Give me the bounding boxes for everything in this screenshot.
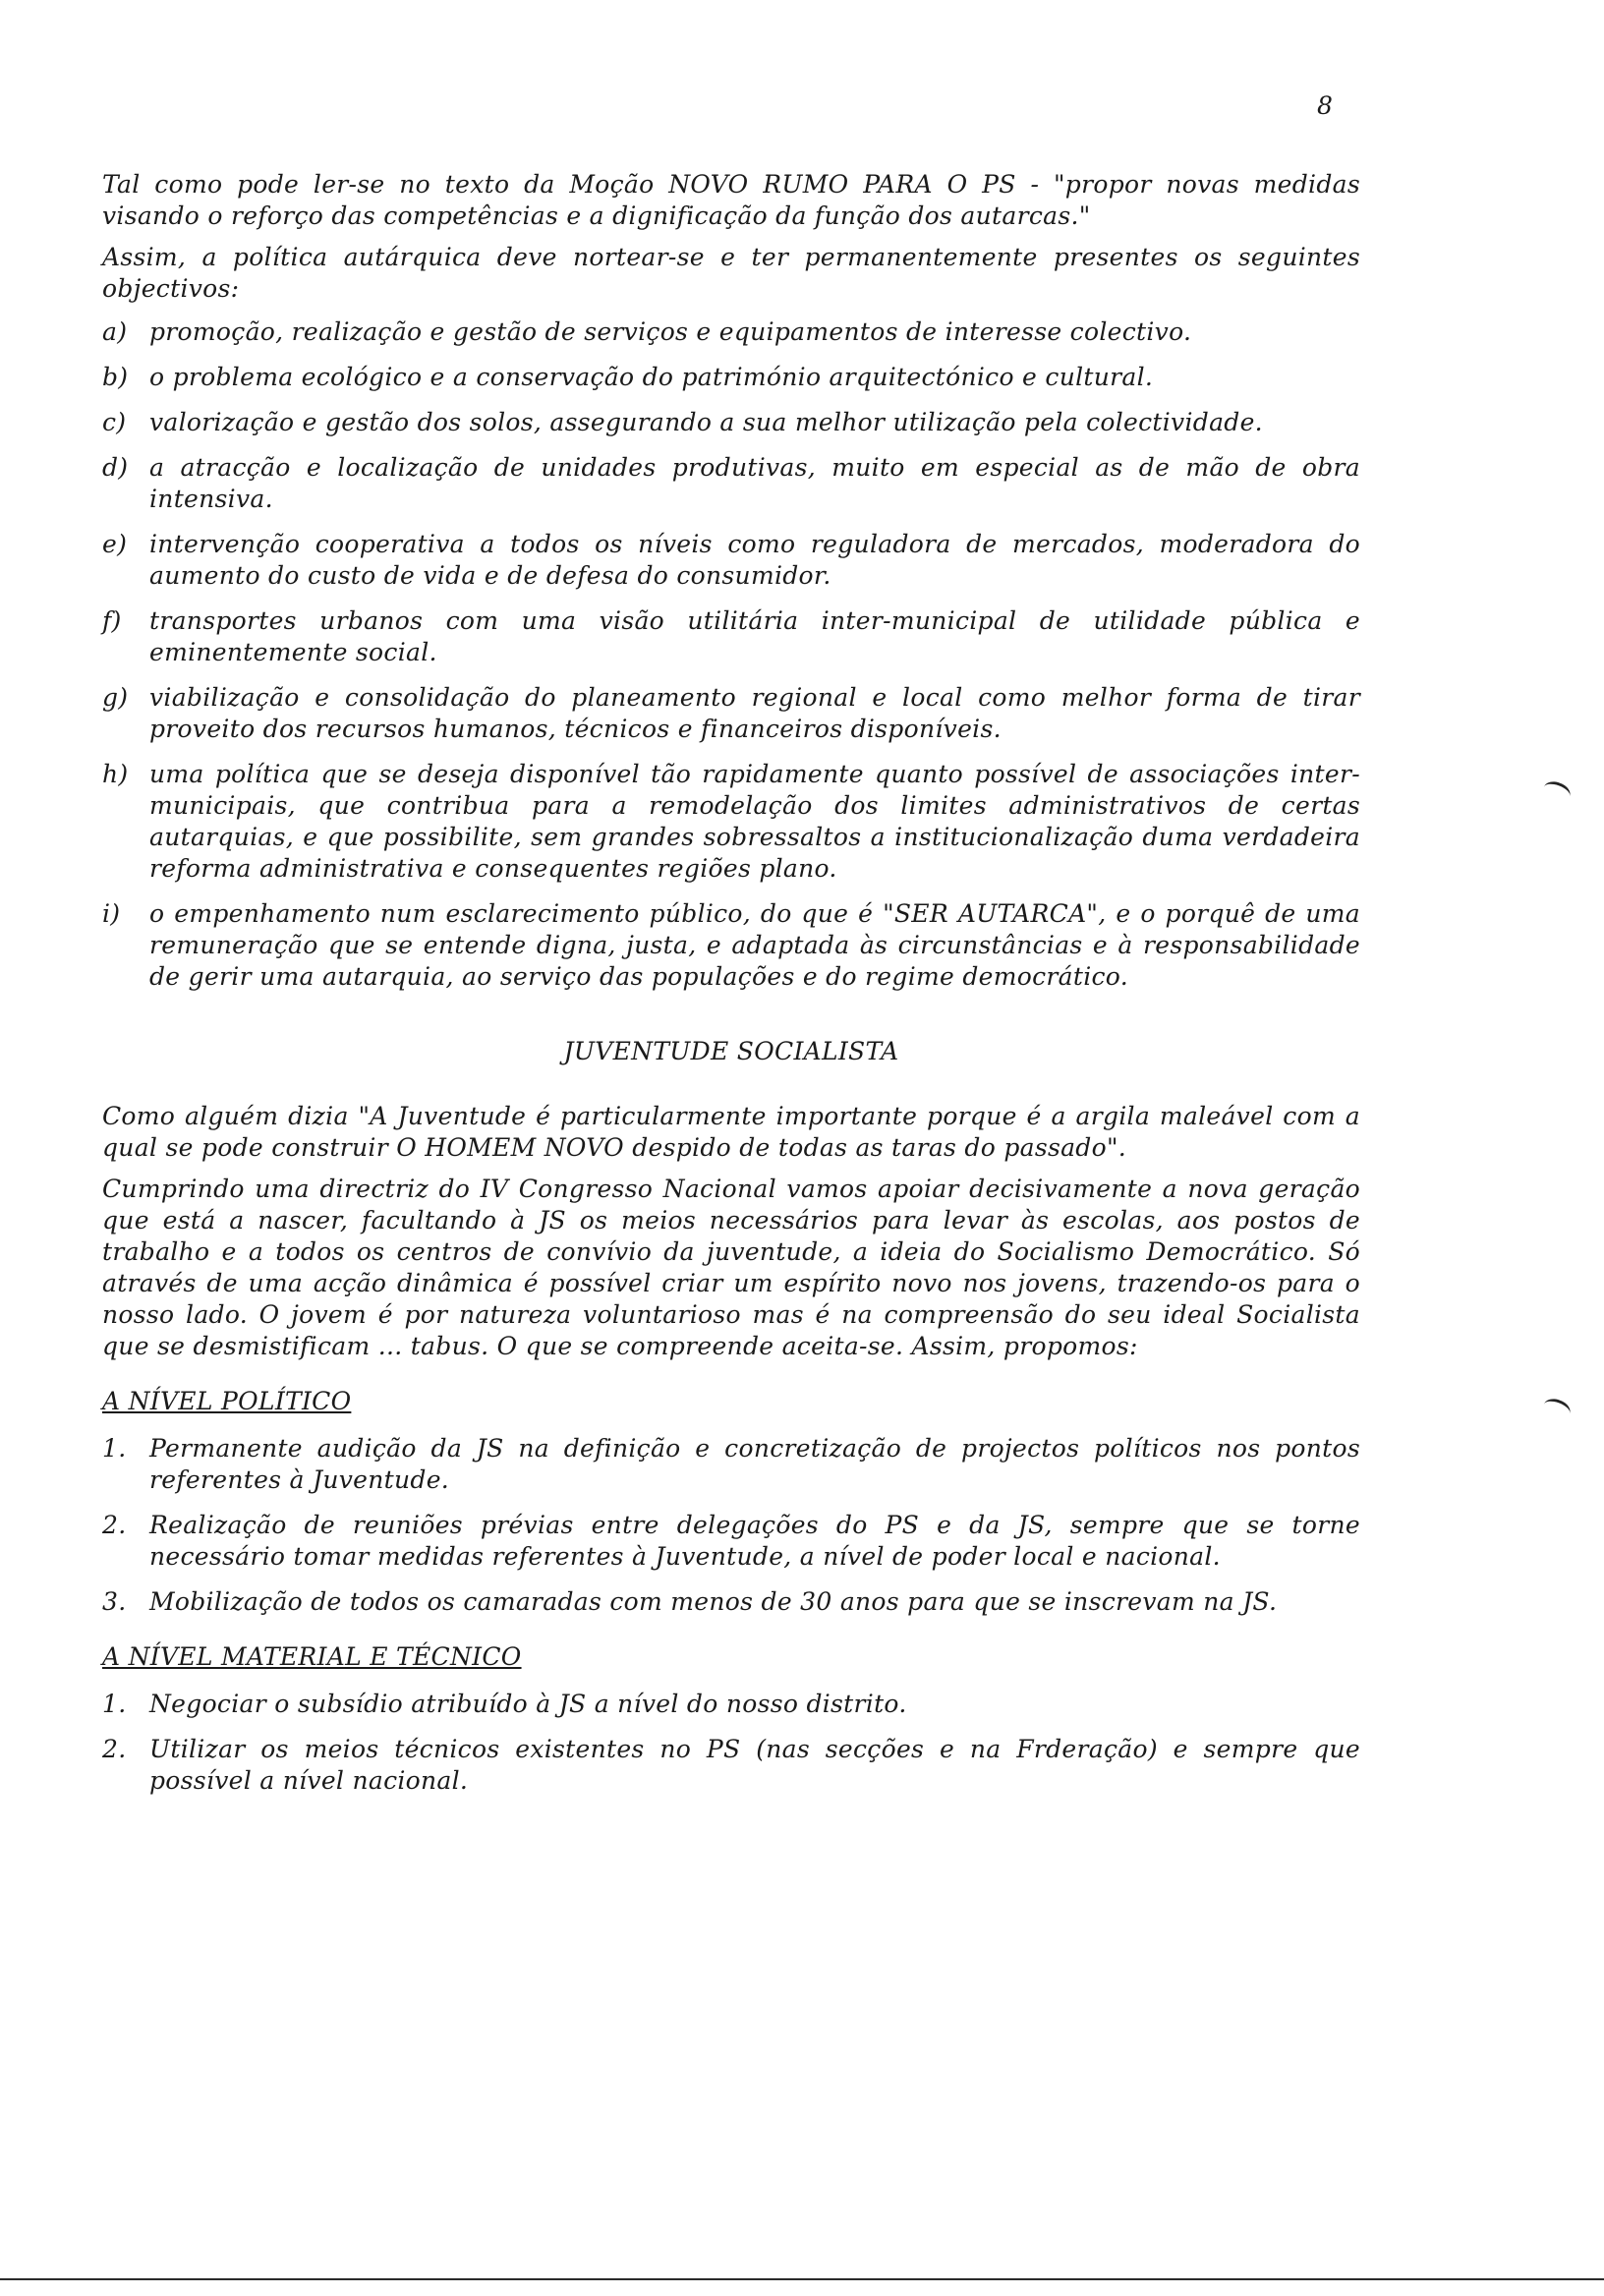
list-marker: 1.: [102, 1434, 127, 1463]
material-heading: A NÍVEL MATERIAL E TÉCNICO: [102, 1642, 522, 1671]
list-item: [102, 452, 1360, 515]
list-item-text: Permanente audição da JS na definição e concretização de projectos políticos nos pontos referentes à Juventude.: [149, 1434, 1360, 1494]
list-item-text: Negociar o subsídio atribuído à JS a nível do nosso distrito.: [149, 1690, 907, 1718]
list-marker: 1.: [102, 1690, 127, 1718]
list-item: [102, 362, 1360, 393]
list-marker: d): [102, 453, 129, 482]
intro-paragraph: Assim, a política autárquica deve nortear-se e ter permanentemente presentes os seguintes objectivos:: [102, 243, 1360, 303]
list-item: [102, 407, 1360, 438]
list-marker: e): [102, 530, 128, 558]
list-marker: c): [102, 408, 127, 436]
list-item: [102, 759, 1360, 885]
political-heading: A NÍVEL POLÍTICO: [102, 1387, 352, 1415]
list-item-text: transportes urbanos com uma visão utilitária inter-municipal de utilidade pública e eminentemente social.: [149, 606, 1360, 666]
list-item-text: a atracção e localização de unidades produtivas, muito em especial as de mão de obra intensiva.: [149, 453, 1360, 513]
list-item-text: viabilização e consolidação do planeamento regional e local como melhor forma de tirar proveito dos recursos humanos, técnicos e financeiros disponíveis.: [149, 683, 1360, 743]
list-marker: h): [102, 760, 129, 788]
list-item: [102, 605, 1360, 668]
list-marker: b): [102, 363, 129, 391]
objectives-list: [102, 316, 1360, 993]
list-item-text: uma política que se deseja disponível tão rapidamente quanto possível de associações inter-municipais, que contribua para a remodelação dos limites administrativos de certas autarquias, e que possibilite, sem grandes sobressaltos a institucionalização duma verdadeira reforma administrativa e consequentes regiões plano.: [149, 760, 1360, 883]
list-item: [102, 529, 1360, 592]
list-item-text: intervenção cooperativa a todos os níveis como reguladora de mercados, moderadora do aumento do custo de vida e de defesa do consumidor.: [149, 530, 1360, 590]
political-list: [102, 1433, 1360, 1618]
list-marker: g): [102, 683, 129, 712]
list-item-text: promoção, realização e gestão de serviços e equipamentos de interesse colectivo.: [149, 317, 1192, 346]
list-item: [102, 1734, 1360, 1797]
list-item-text: Mobilização de todos os camaradas com menos de 30 anos para que se inscrevam na JS.: [149, 1587, 1278, 1616]
list-marker: a): [102, 317, 128, 346]
scan-edge-mark: [1541, 778, 1574, 805]
list-marker: f): [102, 606, 122, 635]
list-marker: i): [102, 899, 121, 928]
list-item-text: Realização de reuniões prévias entre delegações do PS e da JS, sempre que se torne necessário tomar medidas referentes à Juventude, a nível de poder local e nacional.: [149, 1511, 1360, 1571]
list-marker: 3.: [102, 1587, 127, 1616]
youth-paragraph: Como alguém dizia "A Juventude é particularmente importante porque é a argila maleável com a qual se pode construir O HOMEM NOVO despido de todas as taras do passado".: [102, 1102, 1360, 1162]
list-item: [102, 1433, 1360, 1496]
list-item: [102, 1586, 1360, 1618]
list-marker: 2.: [102, 1735, 127, 1763]
scan-edge-mark: [1541, 1396, 1574, 1422]
list-item: [102, 682, 1360, 745]
list-item: [102, 1689, 1360, 1720]
page-number: 8: [1317, 91, 1334, 120]
list-item: [102, 1510, 1360, 1573]
list-item: [102, 316, 1360, 348]
list-marker: 2.: [102, 1511, 127, 1539]
list-item-text: o empenhamento num esclarecimento público, do que é "SER AUTARCA", e o porquê de uma remuneração que se entende digna, justa, e adaptada às circunstâncias e à responsabilidade de gerir uma autarquia, ao serviço das populações e do regime democrático.: [149, 899, 1360, 991]
list-item-text: Utilizar os meios técnicos existentes no PS (nas secções e na Frderação) e sempre que possível a nível nacional.: [149, 1735, 1360, 1795]
material-list: [102, 1689, 1360, 1797]
youth-paragraph: Cumprindo uma directriz do IV Congresso Nacional vamos apoiar decisivamente a nova geração que está a nascer, facultando à JS os meios necessários para levar às escolas, aos postos de trabalho e a todos os centros de convívio da juventude, a ideia do Socialismo Democrático. Só através de uma acção dinâmica é possível criar um espírito novo nos jovens, trazendo-os para o nosso lado. O jovem é por natureza voluntarioso mas é na compreensão do seu ideal Socialista que se desmistificam ... tabus. O que se compreende aceita-se. Assim, propomos:: [102, 1175, 1360, 1360]
list-item: [102, 898, 1360, 993]
list-item-text: valorização e gestão dos solos, assegurando a sua melhor utilização pela colectividade.: [149, 408, 1263, 436]
list-item-text: o problema ecológico e a conservação do património arquitectónico e cultural.: [149, 363, 1154, 391]
document-body: [102, 169, 1360, 1810]
section-title: JUVENTUDE SOCIALISTA: [563, 1037, 899, 1065]
bottom-rule: [0, 2278, 1604, 2280]
intro-paragraph: Tal como pode ler-se no texto da Moção NOVO RUMO PARA O PS - "propor novas medidas visando o reforço das competências e a dignificação da função dos autarcas.": [102, 170, 1360, 230]
